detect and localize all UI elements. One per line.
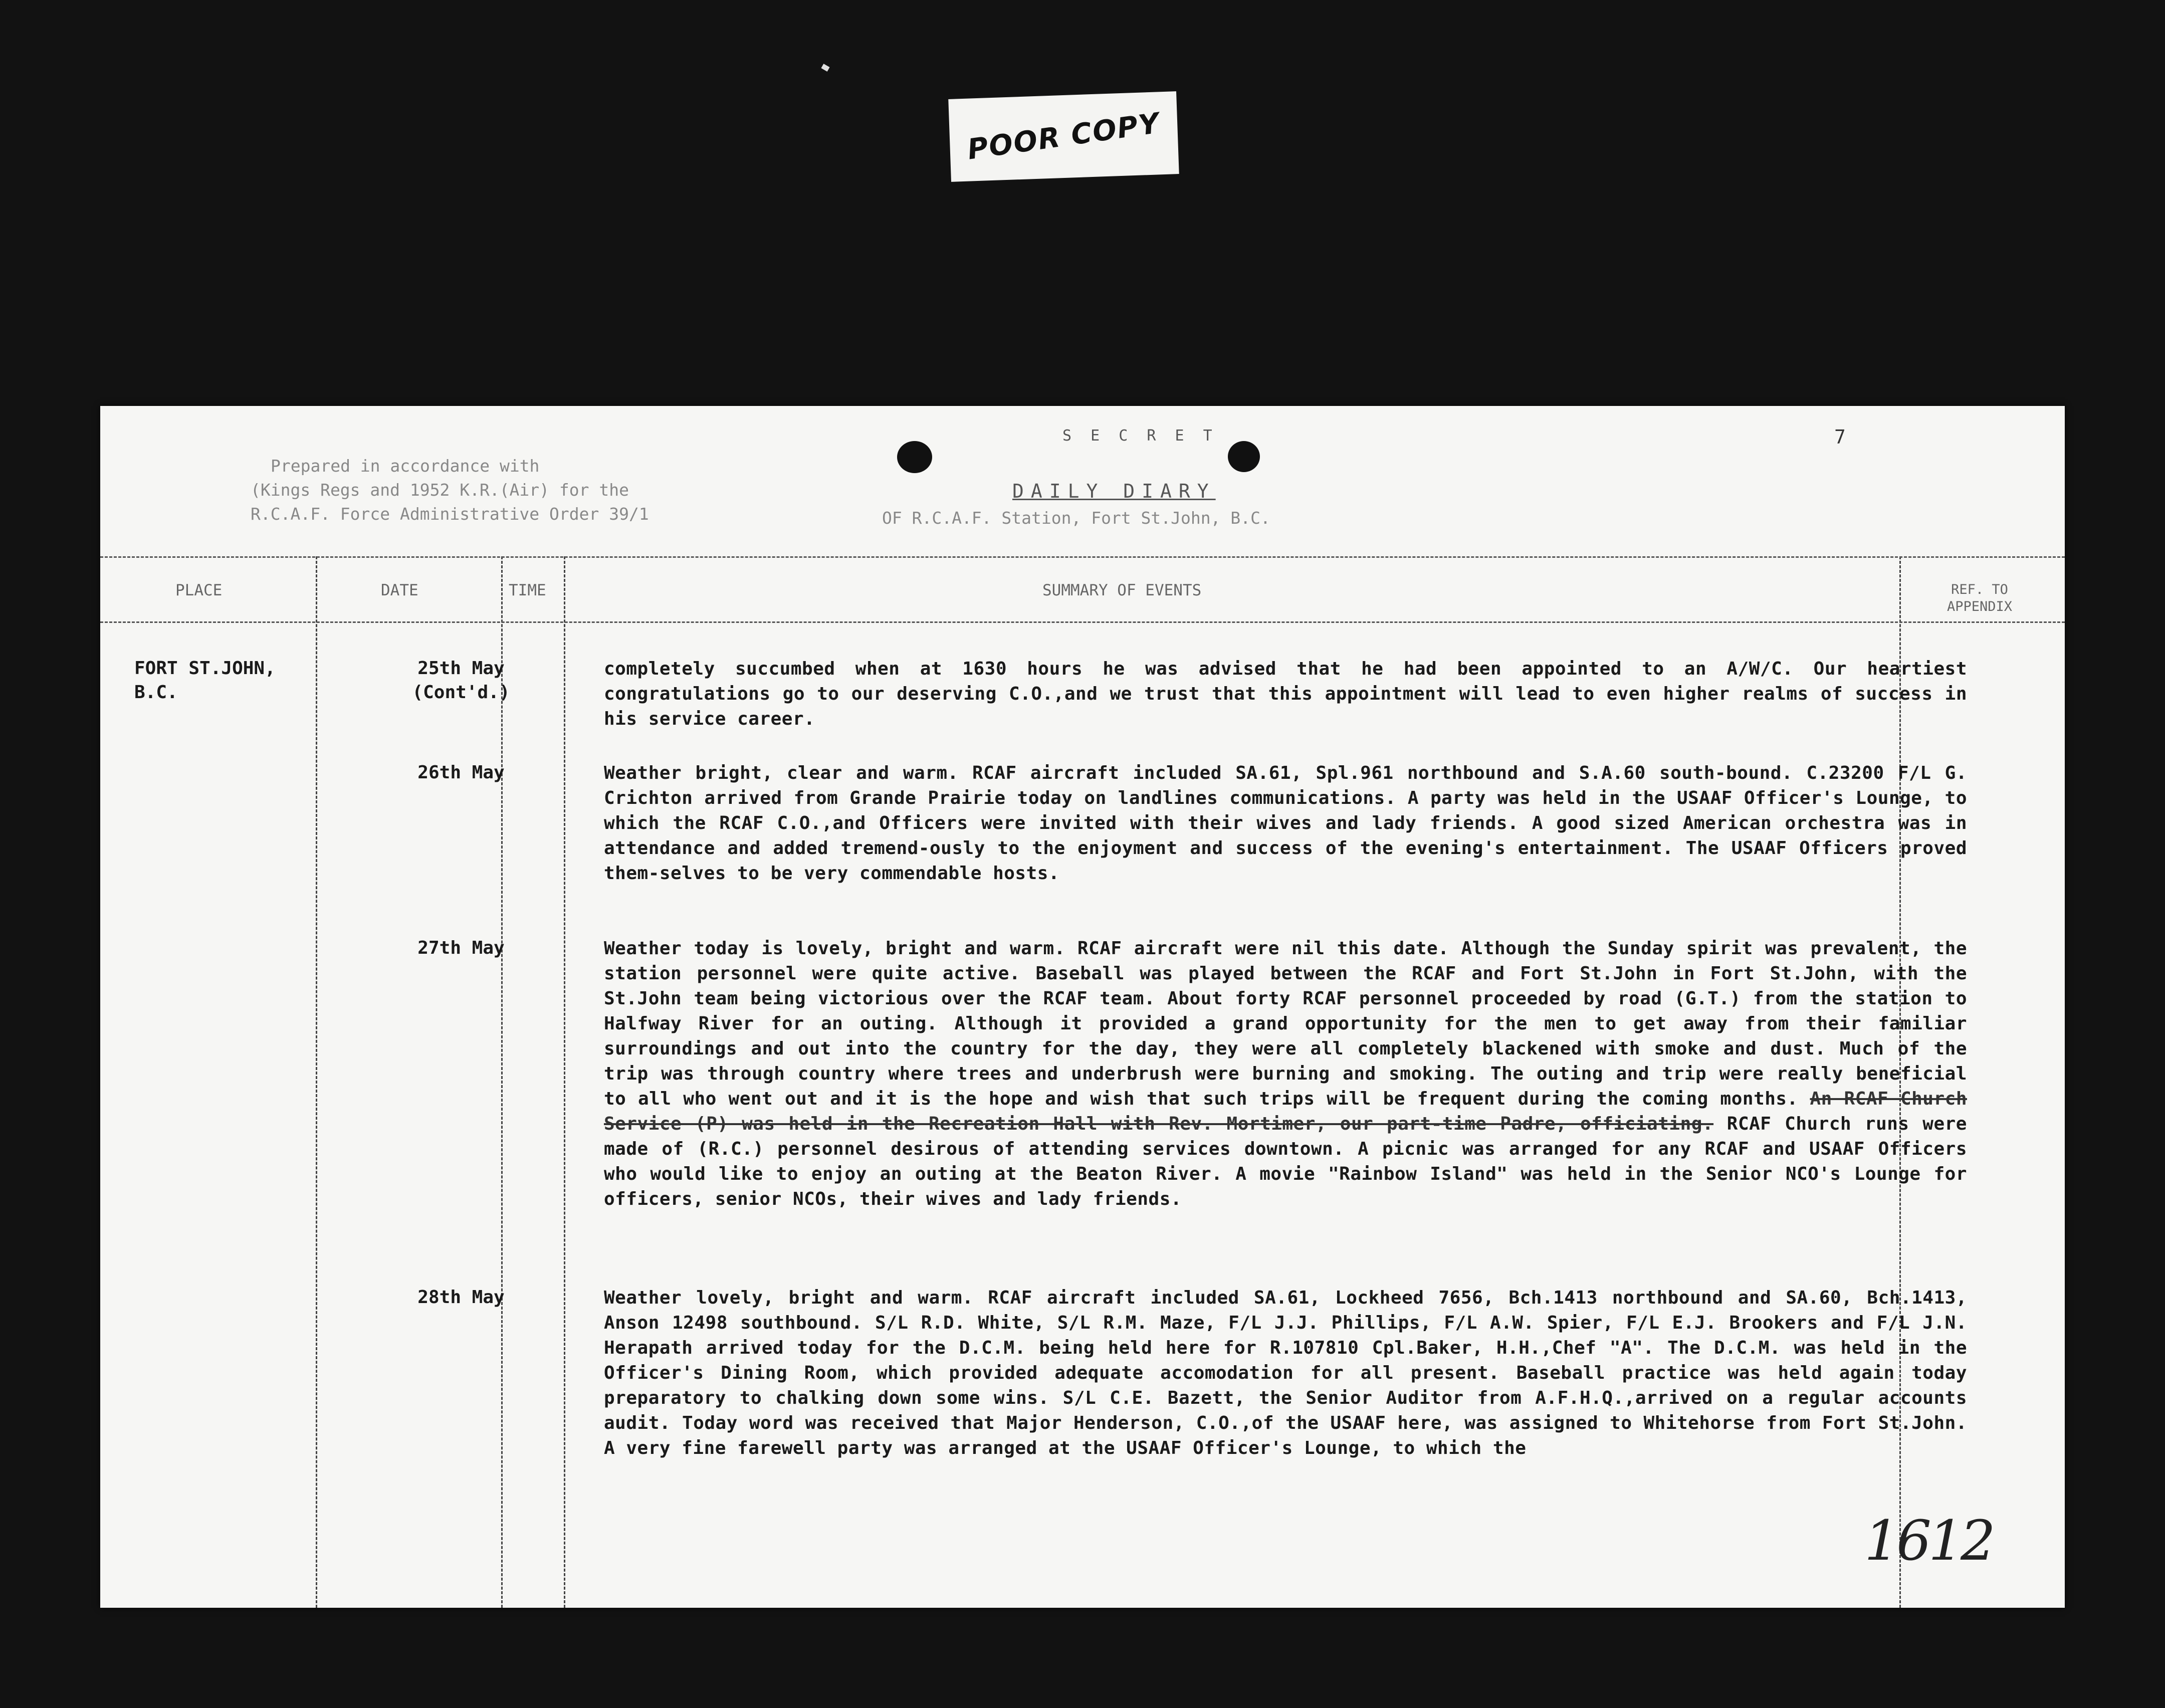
col-head-time: TIME bbox=[509, 581, 546, 599]
entry-text-part: Weather today is lovely, bright and warm. RCAF aircraft were nil this date. Although the Sunday spirit was prevalent, the station personnel were quite active. Baseball was played between the RCAF and Fort St.John in Fort St.John, with the St.John team being victorious over the RCAF team. About forty RCAF personnel proceeded by road (G.T.) from the station to Halfway River for an outing. Although it provided a grand opportunity for the men to get away from their familiar surroundings and out into the country for the day, they were all completely blackened with smoke and dust. Much of the trip was through country where trees and underbrush were burning and smoking. The outing and trip were really beneficial to all who went out and it is the hope and wish that such trips will be frequent during the coming months. bbox=[604, 938, 1967, 1109]
ink-blot bbox=[897, 441, 932, 473]
ink-blot bbox=[1228, 441, 1260, 472]
date-cell: 26th May bbox=[417, 762, 505, 783]
poor-copy-label bbox=[948, 91, 1179, 182]
header-left-line-1: Prepared in accordance with bbox=[271, 456, 540, 476]
date-cell: 27th May bbox=[417, 938, 505, 958]
page-number: 7 bbox=[1834, 426, 1846, 448]
col-head-place: PLACE bbox=[175, 581, 223, 599]
header-left-line-3: R.C.A.F. Force Administrative Order 39/1 bbox=[251, 504, 649, 524]
form-subtitle: OF R.C.A.F. Station, Fort St.John, B.C. bbox=[882, 508, 1270, 528]
header-rule bbox=[100, 556, 2065, 558]
poor-copy-text: POOR COPY bbox=[965, 107, 1162, 166]
column-divider bbox=[564, 556, 565, 1608]
date-cell: 28th May bbox=[417, 1287, 505, 1308]
entry-text-part: RCAF Church runs were made of (R.C.) personnel desirous of attending services downtown. A picnic was arranged for any RCAF and USAAF Officers who would like to enjoy an outing at the Beaton River. A movie "Rainbow Island" was held in the Senior NCO's Lounge for officers, senior NCOs, their wives and lady friends. bbox=[604, 1114, 1967, 1209]
handwritten-number: 1612 bbox=[1864, 1509, 1993, 1573]
column-divider bbox=[501, 556, 503, 1608]
date-cell: 25th May (Cont'd.) bbox=[412, 658, 510, 703]
column-divider bbox=[316, 556, 317, 1608]
form-title: DAILY DIARY bbox=[1012, 480, 1216, 502]
dust-speck bbox=[821, 64, 829, 72]
header-rule bbox=[100, 621, 2065, 623]
security-label: S E C R E T bbox=[1062, 427, 1217, 445]
col-head-date: DATE bbox=[381, 581, 418, 599]
entry-text: Weather bright, clear and warm. RCAF aircraft included SA.61, Spl.961 northbound and S.A.60 south-bound. C.23200 F/L G. Crichton arrived from Grande Prairie today on landlines communications. A party was held in the USAAF Officer's Lounge, to which the RCAF C.O.,and Officers were invited with their wives and lady friends. A good sized American orchestra was in attendance and added tremend-ously to the enjoyment and success of the evening's entertainment. The USAAF Officers proved them-selves to be very commendable hosts. bbox=[604, 763, 1967, 884]
col-head-appendix: REF. TO APPENDIX bbox=[1946, 582, 2013, 614]
col-head-summary: SUMMARY OF EVENTS bbox=[1042, 581, 1202, 599]
entry-text: Weather lovely, bright and warm. RCAF aircraft included SA.61, Lockheed 7656, Bch.1413 northbound and SA.60, Bch.1413, Anson 12498 southbound. S/L R.D. White, S/L R.M. Maze, F/L J.J. Phillips, F/L A.W. Spier, F/L E.J. Brookers and F/L J.N. Herapath arrived today for the D.C.M. being held here for R.107810 Cpl.Baker, H.H.,Chef "A". The D.C.M. was held in the Officer's Dining Room, which provided adequate accomodation for all present. Baseball practice was held again today preparatory to chalking down some wins. S/L C.E. Bazett, the Senior Auditor from A.F.H.Q.,arrived on a regular accounts audit. Today word was received that Major Henderson, C.O.,of the USAAF here, was assigned to Whitehorse from Fort St.John. A very fine farewell party was arranged at the USAAF Officer's Lounge, to which the bbox=[604, 1288, 1967, 1458]
struck-out-text: An RCAF Church Service (P) was held in the Recreation Hall with Rev. Mortimer, our part-time Padre, officiating. bbox=[604, 1089, 1967, 1134]
diary-sheet bbox=[100, 406, 2065, 1608]
entry-text bbox=[604, 936, 1967, 1212]
place-cell: FORT ST.JOHN, B.C. bbox=[134, 658, 276, 703]
header-left-line-2: (Kings Regs and 1952 K.R.(Air) for the bbox=[251, 480, 629, 500]
entry-text: completely succumbed when at 1630 hours he was advised that he had been appointed to an A/W/C. Our heartiest congratulations go to our deserving C.O.,and we trust that this appointment will lead to even higher realms of success in his service career. bbox=[604, 659, 1967, 729]
